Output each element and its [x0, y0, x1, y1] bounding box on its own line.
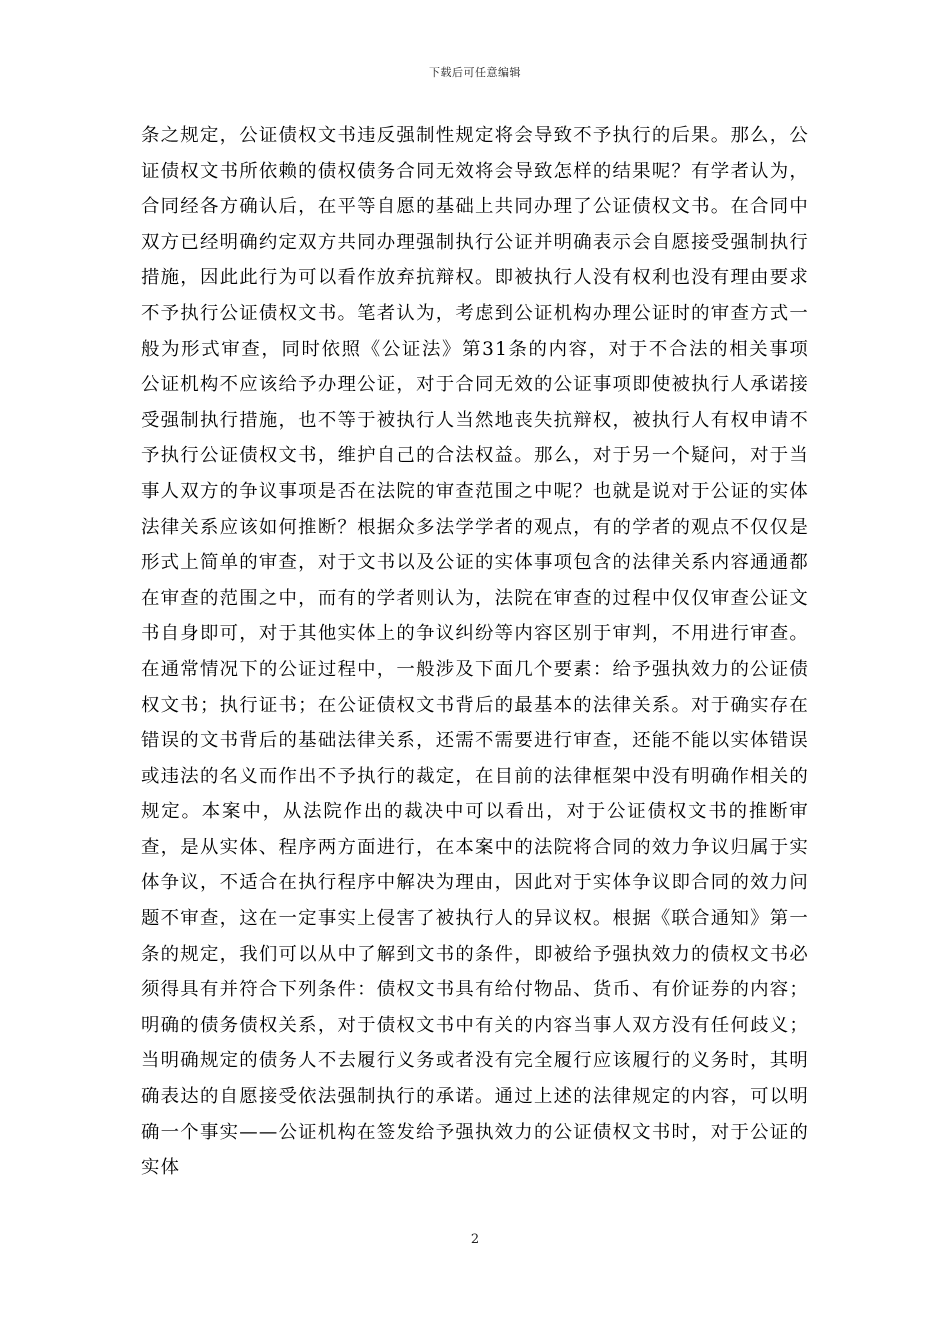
page-header-note: 下载后可任意编辑: [429, 66, 521, 79]
body-paragraph: 条之规定，公证债权文书违反强制性规定将会导致不予执行的后果。那么，公证债权文书所依赖的债权债务合同无效将会导致怎样的结果呢？有学者认为，合同经各方确认后，在平等自愿的基础上共同办理了公证债权文书。在合同中双方已经明确约定双方共同办理强制执行公证并明确表示会自愿接受强制执行措施，因此此行为可以看作放弃抗辩权。即被执行人没有权利也没有理由要求不予执行公证债权文书。笔者认为，考虑到公证机构办理公证时的审查方式一般为形式审查，同时依照《公证法》第31条的内容，对于不合法的相关事项公证机构不应该给予办理公证，对于合同无效的公证事项即使被执行人承诺接受强制执行措施，也不等于被执行人当然地丧失抗辩权，被执行人有权申请不予执行公证债权文书，维护自己的合法权益。那么，对于另一个疑问，对于当事人双方的争议事项是否在法院的审查范围之中呢？也就是说对于公证的实体法律关系应该如何推断？根据众多法学学者的观点，有的学者的观点不仅仅是形式上简单的审查，对于文书以及公证的实体事项包含的法律关系内容通通都在审查的范围之中，而有的学者则认为，法院在审查的过程中仅仅审查公证文书自身即可，对于其他实体上的争议纠纷等内容区别于审判，不用进行审查。在通常情况下的公证过程中，一般涉及下面几个要素：给予强执效力的公证债权文书；执行证书；在公证债权文书背后的最基本的法律关系。对于确实存在错误的文书背后的基础法律关系，还需不需要进行审查，还能不能以实体错误或违法的名义而作出不予执行的裁定，在目前的法律框架中没有明确作相关的规定。本案中，从法院作出的裁决中可以看出，对于公证债权文书的推断审查，是从实体、程序两方面进行，在本案中的法院将合同的效力争议归属于实体争议，不适合在执行程序中解决为理由，因此对于实体争议即合同的效力问题不审查，这在一定事实上侵害了被执行人的异议权。根据《联合通知》第一条的规定，我们可以从中了解到文书的条件，即被给予强执效力的债权文书必须得具有并符合下列条件：债权文书具有给付物品、货币、有价证券的内容；明确的债务债权关系，对于债权文书中有关的内容当事人双方没有任何歧义；当明确规定的债务人不去履行义务或者没有完全履行应该履行的义务时，其明确表达的自愿接受依法强制执行的承诺。通过上述的法律规定的内容，可以明确一个事实——公证机构在签发给予强执效力的公证债权文书时，对于公证的实体: [141, 125, 809, 1179]
page-number: 2: [470, 1232, 480, 1247]
